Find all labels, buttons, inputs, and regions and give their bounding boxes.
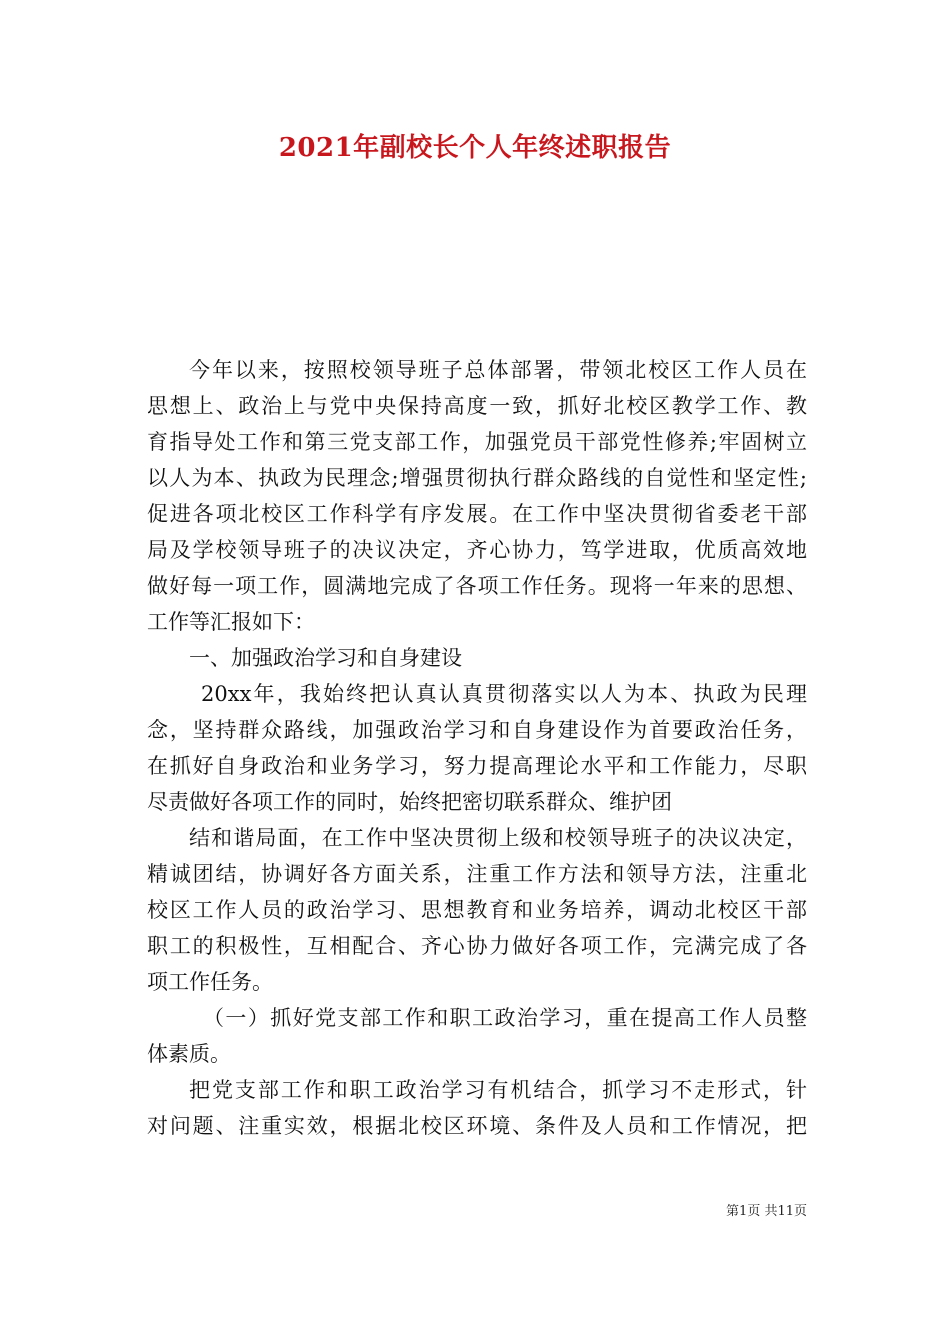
section-heading: 一、加强政治学习和自身建设 — [189, 646, 462, 670]
paragraph-line: 20xx年，我始终把认真认真贯彻落实以人为本、执政为民理 — [201, 682, 807, 706]
paragraph-line: 结和谐局面，在工作中坚决贯彻上级和校领导班子的决议决定， — [189, 826, 807, 850]
paragraph-line: 念，坚持群众路线，加强政治学习和自身建设作为首要政治任务， — [147, 718, 807, 742]
paragraph-line: 对问题、注重实效，根据北校区环境、条件及人员和工作情况，把 — [147, 1114, 807, 1138]
paragraph-line: 尽责做好各项工作的同时，始终把密切联系群众、维护团 — [147, 790, 672, 814]
paragraph-line: 做好每一项工作，圆满地完成了各项工作任务。现将一年来的思想、 — [147, 574, 807, 598]
subsection-heading: 体素质。 — [147, 1042, 231, 1066]
paragraph-line: 把党支部工作和职工政治学习有机结合，抓学习不走形式，针 — [189, 1078, 807, 1102]
paragraph-line: 校区工作人员的政治学习、思想教育和业务培养，调动北校区干部 — [147, 898, 807, 922]
paragraph-line: 在抓好自身政治和业务学习，努力提高理论水平和工作能力，尽职 — [147, 754, 807, 778]
paragraph-line: 育指导处工作和第三党支部工作，加强党员干部党性修养;牢固树立 — [147, 430, 807, 454]
document-body — [147, 352, 807, 1144]
paragraph-line: 促进各项北校区工作科学有序发展。在工作中坚决贯彻省委老干部 — [147, 502, 807, 526]
paragraph-line: 工作等汇报如下： — [147, 610, 315, 634]
paragraph-line: 精诚团结，协调好各方面关系，注重工作方法和领导方法，注重北 — [147, 862, 807, 886]
document-title: 2021年副校长个人年终述职报告 — [278, 133, 672, 163]
paragraph-line: 项工作任务。 — [147, 970, 273, 994]
paragraph-line: 局及学校领导班子的决议决定，齐心协力，笃学进取，优质高效地 — [147, 538, 807, 562]
paragraph-line: 职工的积极性，互相配合、齐心协力做好各项工作，完满完成了各 — [147, 934, 807, 958]
paragraph-line: 以人为本、执政为民理念;增强贯彻执行群众路线的自觉性和坚定性; — [147, 466, 807, 490]
paragraph-line: 今年以来，按照校领导班子总体部署，带领北校区工作人员在 — [189, 358, 807, 382]
paragraph-line: 思想上、政治上与党中央保持高度一致，抓好北校区教学工作、教 — [147, 394, 807, 418]
page-number: 第1页 共11页 — [726, 1204, 807, 1219]
subsection-heading: （一）抓好党支部工作和职工政治学习，重在提高工作人员整 — [203, 1006, 807, 1030]
